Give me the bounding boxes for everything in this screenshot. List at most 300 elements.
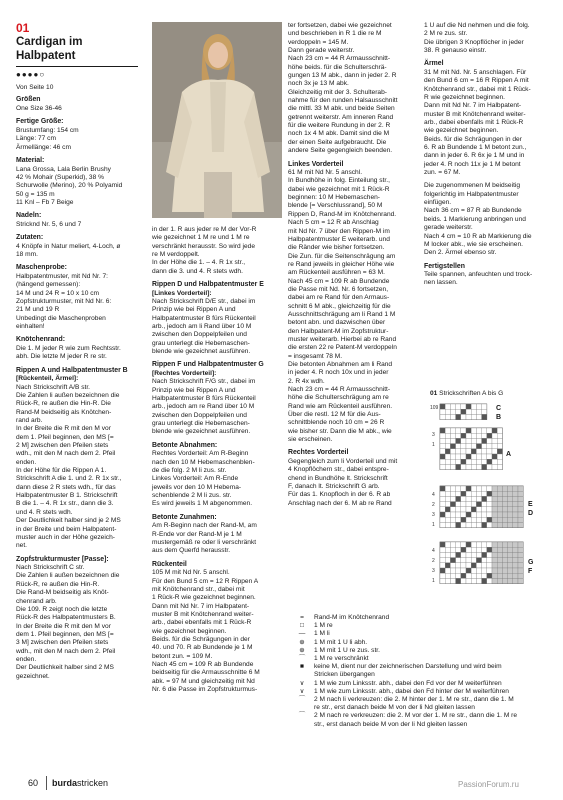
chart-de-grid-cell [461, 491, 466, 496]
legend-symbol-icon: ⊕ [299, 646, 305, 654]
legend-symbol-icon: ⊕ [299, 638, 305, 646]
chart-fg-grid-cell [456, 552, 461, 557]
chart-de-grid-cell [487, 517, 492, 522]
chart-fg-grid-cell [482, 542, 487, 547]
legend-row [290, 688, 554, 696]
legend-text: 2 M nach li verkreuzen: die 2. M hinter der 1. M re str., dann die 1. M [314, 696, 514, 704]
text-line: rand arb. [16, 417, 43, 425]
text-line: 1 U auf die Nd nehmen und die folg. [424, 22, 530, 29]
legend-row [290, 622, 554, 630]
chart-de-grid-cell [487, 512, 492, 517]
text-line: In der Breite die R mit den M vor [16, 622, 111, 630]
text-line: gezeichnet. [16, 672, 50, 680]
chart-c-grid-cell [476, 404, 481, 409]
text-line: Nach Strickschrift F/G str., dabei im [152, 378, 256, 386]
chart-fg-grid-cell [508, 542, 513, 547]
text-line: Rand wie am Rückenteil ausführen. [288, 402, 393, 410]
chart-fg-grid-cell [456, 542, 461, 547]
text-line: 40. und 70. R ab Bundende je 1 M [152, 644, 253, 652]
chart-de-grid-cell [492, 522, 497, 527]
chart-ab-grid-cell [445, 464, 450, 469]
chart-de-grid-cell [508, 512, 513, 517]
chart-fg-grid-cell [456, 547, 461, 552]
text-line: Der Deutlichkeit halber sind 2 MS [16, 664, 114, 672]
text-line: schenblende 2 M li zus. str. [152, 492, 232, 500]
chart-de-grid-cell [497, 486, 502, 491]
chart-fg-grid-cell [450, 552, 455, 557]
column-2 [152, 226, 282, 694]
legend-symbol-icon: ⌒ [298, 696, 306, 704]
footer-divider [46, 776, 47, 790]
chart-ab-grid-cell [466, 464, 471, 469]
text-line: 42 % Mohair (Superkid), 38 % [16, 173, 104, 181]
chart-ab-grid-cell [471, 454, 476, 459]
chart-ab-grid-cell [440, 433, 445, 438]
text-line: arb., jedoch am li Rand über 10 M [152, 323, 252, 331]
chart-fg-grid-cell [497, 563, 502, 568]
text-line: One Size 36-46 [16, 104, 62, 112]
chart-fg-grid-cell [440, 563, 445, 568]
chart-c-grid-cell [440, 414, 445, 419]
chart-fg-grid-cell [440, 558, 445, 563]
chart-c-grid-cell [471, 404, 476, 409]
chart-de-grid-cell [450, 502, 455, 507]
text-line: Rechtes Vorderteil: Am R-Beginn [152, 450, 249, 458]
photo-illustration [152, 22, 282, 218]
chart-de-grid-cell [513, 496, 518, 501]
chart-ab-grid-cell [492, 454, 497, 459]
text-line: wdh., mit den M nach dem 2. Pfeil [16, 647, 116, 655]
chart-fg-grid-cell [461, 578, 466, 583]
chart-de-grid-cell [471, 507, 476, 512]
text-line: grau unterlegt die Hebemaschen- [152, 420, 250, 428]
text-line: Beids. für die Schrägungen in der [152, 636, 250, 644]
chart-de-grid-cell [492, 507, 497, 512]
chart-de-grid-cell [461, 486, 466, 491]
text-line: einhalten! [16, 323, 45, 331]
chart-ab-grid-cell [450, 438, 455, 443]
legend-text: 1 M wie zum Linksstr. abh., dabei den Fd hinter der M weiterführen [314, 687, 509, 695]
text-line: 38. R genauso einstr. [424, 47, 487, 55]
text-line: 2. R 4x wdh. [288, 377, 325, 385]
chart-de-grid-cell [450, 512, 455, 517]
section-heading: Maschenprobe: [16, 264, 67, 272]
chart-ab-grid-cell [492, 433, 497, 438]
chart-ab-grid-cell [450, 428, 455, 433]
chart-de-grid-cell [445, 496, 450, 501]
legend-symbol-icon: ⌒ [298, 712, 306, 720]
chart-de-grid-cell [440, 496, 445, 501]
chart-fg-grid-cell [492, 542, 497, 547]
text-line: in der 1. R aus jeder re M der Vor-R [152, 226, 257, 233]
chart-fg-grid-cell [466, 568, 471, 573]
chart-fg-grid-cell [450, 568, 455, 573]
text-line: Nach Strickschrift D/E str., dabei im [152, 298, 256, 305]
text-line: Nach Strickschrift A/B str. [16, 383, 91, 391]
text-line: net. [16, 542, 27, 550]
chart-de-grid-cell [518, 491, 523, 496]
chart-ab-grid-cell [492, 464, 497, 469]
text-line: die Ränder wie bisher fortsetzen. [288, 244, 385, 252]
chart-ab-grid-cell [476, 459, 481, 464]
chart-ab-grid-cell [487, 433, 492, 438]
chart-de-grid-cell [456, 512, 461, 517]
text-line: dabei am re Rand für den Armaus- [288, 294, 390, 302]
chart-ab-grid-cell [466, 428, 471, 433]
chart-fg-grid-cell [440, 568, 445, 573]
chart-fg-grid-cell [497, 573, 502, 578]
chart-ab-grid-cell [497, 449, 502, 454]
text-line: Für den Bund 5 cm = 12 R Rippen A [152, 577, 259, 585]
text-line: arb., dabei ebenfalls mit 1 Rück-R [152, 619, 252, 627]
chart-fg-grid-cell [466, 542, 471, 547]
chart-de-grid-cell [492, 502, 497, 507]
legend-text: str., erst danach beide M von der li Nd gleiten lassen [314, 720, 468, 728]
text-line: Linkes Vorderteil: Am R-Ende [152, 475, 239, 483]
legend-text: 1 M re [314, 622, 333, 630]
chart-ab-grid-cell [440, 449, 445, 454]
text-line: ter fortsetzen, dabei wie gezeichnet [288, 22, 392, 29]
text-line: die Passe mit Nd. Nr. 6 fortsetzen, [288, 285, 389, 293]
text-line: die ersten 22 re Patent-M verdoppeln [288, 344, 397, 352]
chart-fg-grid-cell [513, 542, 518, 547]
chart-de-grid-cell [502, 486, 507, 491]
chart-c-grid-cell [482, 404, 487, 409]
legend-symbol-icon: ∨ [299, 687, 305, 695]
chart-de-grid-cell [476, 496, 481, 501]
chart-fg-grid-cell [513, 547, 518, 552]
chart-ab-grid-cell [466, 433, 471, 438]
chart-de-grid-cell [492, 517, 497, 522]
chart-fg-grid-cell [471, 558, 476, 563]
chart-de-grid-cell [471, 486, 476, 491]
chart-de-grid-cell [518, 496, 523, 501]
text-line: 4 Knopflöchern str., dabei entspre- [288, 466, 389, 474]
legend-text: re str., erst danach beide M von der li Nd gleiten lassen [314, 704, 475, 712]
chart-ab-grid-cell [476, 433, 481, 438]
chart-de-grid-cell [518, 517, 523, 522]
chart-de-grid-cell [461, 517, 466, 522]
text-line: dann diese 2 R stets wdh., für das [16, 483, 116, 491]
chart-ab-grid-cell [471, 449, 476, 454]
chart-de-grid-cell [445, 486, 450, 491]
text-line: Den 2. Ärmel ebenso str. [424, 249, 497, 257]
chart-ab-grid-cell [440, 454, 445, 459]
text-line: F, danach lt. Strickschrift G arb. [288, 483, 380, 491]
legend-row [290, 696, 554, 704]
text-line: wdh., mit den M nach dem 2. Pfeil [16, 450, 116, 458]
chart-ab-grid-cell [476, 464, 481, 469]
chart-c-grid-cell [450, 414, 455, 419]
page-number: 60 [28, 778, 39, 788]
chart-de-grid-cell [466, 496, 471, 501]
legend-text: 1 M re verschränkt [314, 655, 369, 663]
chart-fg-grid-cell [482, 563, 487, 568]
chart-ab-grid-cell [456, 449, 461, 454]
chart-c-grid-cell [466, 414, 471, 419]
section-heading: Rückenteil [152, 560, 187, 568]
chart-fg-grid-cell [508, 563, 513, 568]
text-line: Der Deutlichkeit halber sind je 2 MS [16, 517, 121, 525]
chart-fg-grid-cell [502, 578, 507, 583]
chart-de-grid-cell [466, 502, 471, 507]
chart-ab-grid-cell [440, 459, 445, 464]
chart-de-grid-cell [476, 517, 481, 522]
chart-fg-grid-cell [492, 573, 497, 578]
chart-fg-grid-cell [492, 552, 497, 557]
text-line: Rippen D, Rand-M im Knötchenrand. [288, 210, 397, 218]
chart-fg-grid-cell [518, 552, 523, 557]
chart-de-grid-cell [456, 502, 461, 507]
text-line: schnitt 6 M abk., gleichzeitig für die [288, 302, 391, 310]
column-1 [16, 22, 138, 681]
chart-fg-grid-cell [461, 558, 466, 563]
chart-ab-grid-cell [487, 449, 492, 454]
text-line: verschränkt herausstr. So wird jede [152, 242, 255, 250]
chart-fg-grid-cell [487, 563, 492, 568]
chart-fg-grid-cell [456, 558, 461, 563]
chart-de-grid-cell [513, 486, 518, 491]
text-line: mustergemäß re oder li verschränkt [152, 539, 257, 547]
chart-fg-grid-cell [476, 552, 481, 557]
text-line: 3 M] zwischen den Pfeilen stets [16, 639, 109, 647]
chart-fg-grid-cell [440, 542, 445, 547]
model-title-line2: Halbpatent [16, 50, 76, 62]
text-line: Gleichzeitig mit der 3. Schulterab- [288, 88, 387, 96]
chart-c-grid-cell [440, 409, 445, 414]
chart-fg-grid-cell [471, 547, 476, 552]
chart-de-grid-cell [471, 496, 476, 501]
chart-label-c: C [496, 405, 502, 412]
text-line: wie gezeichnet beginnen. [424, 127, 499, 135]
chart-ab-grid-cell [440, 438, 445, 443]
chart-ab-grid-cell [456, 464, 461, 469]
text-line: jeder 4. R noch 11x je 1 M betont [424, 160, 521, 168]
chart-ab-grid-cell [497, 459, 502, 464]
chart-de-grid-cell [456, 496, 461, 501]
chart-de-grid-cell [440, 502, 445, 507]
text-line: den Halbpatent-M im Zopfstruktur- [288, 327, 389, 335]
chart-ab-grid-cell [476, 449, 481, 454]
text-line: grau unterlegt die Hebemaschen- [152, 339, 250, 347]
chart-fg-grid-cell [466, 552, 471, 557]
chart-ab-grid-cell [450, 454, 455, 459]
chart-de-grid-cell [450, 496, 455, 501]
chart-de-grid-cell [445, 491, 450, 496]
legend-row [290, 671, 554, 679]
chart-ab-grid-cell [461, 459, 466, 464]
section-heading: Betonte Zunahmen: [152, 513, 217, 521]
chart-row-number: 2 [432, 502, 435, 508]
chart-de-grid-cell [456, 517, 461, 522]
chart-fg-grid-cell [513, 578, 518, 583]
chart-ab-grid-cell [497, 438, 502, 443]
chart-ab-grid-cell [476, 438, 481, 443]
text-line: Über die restl. 12 M für die Aus- [288, 411, 381, 419]
chart-de-grid-cell [461, 512, 466, 517]
text-line: 11 Knl – Fb 7 Beige [16, 198, 74, 206]
text-line: höhe die Schulterschrägung am re [288, 394, 389, 402]
chart-de-grid-cell [461, 502, 466, 507]
chart-ab-grid-cell [461, 438, 466, 443]
chart-ab-grid-cell [471, 464, 476, 469]
text-line: muster B mit Knötchenrand weiter- [152, 611, 254, 619]
chart-fg-grid-cell [487, 552, 492, 557]
chart-ab-grid-cell [456, 433, 461, 438]
chart-de-grid-cell [492, 491, 497, 496]
text-line: Nr. 6 die Passe im Zopfstrukturmus- [152, 686, 258, 694]
chart-fg-grid-cell [471, 563, 476, 568]
chart-de-grid-cell [466, 512, 471, 517]
chart-de-grid-cell [513, 512, 518, 517]
chart-de-grid-cell [502, 517, 507, 522]
chart-ab-grid-cell [471, 438, 476, 443]
legend-row [290, 663, 554, 671]
text-line: In der Höhe die 1. – 4. R 1x str., [152, 259, 246, 267]
text-line: 18 mm. [16, 251, 38, 259]
chart-ab-grid-cell [466, 459, 471, 464]
text-line: Ärmellänge: 46 cm [16, 143, 71, 151]
knitting-charts [430, 400, 550, 590]
chart-fg-grid-cell [450, 542, 455, 547]
text-line: wie gezeichnet 1 M re und 1 M re [152, 234, 250, 242]
text-line: chenrand arb. [16, 597, 57, 605]
chart-fg-grid-cell [461, 563, 466, 568]
section-heading: Größen [16, 96, 41, 104]
chart-fg-grid-cell [518, 542, 523, 547]
chart-ab-grid-cell [445, 428, 450, 433]
chart-fg-grid-cell [502, 558, 507, 563]
chart-fg-grid-cell [513, 563, 518, 568]
text-line: Beids. für die Schrägungen in der [424, 135, 522, 143]
text-line: Die Zun. für die Seitenschrägung am [288, 252, 396, 260]
chart-de-grid-cell [492, 496, 497, 501]
legend-text: keine M, dient nur der zeichnerischen Darstellung und wird beim [314, 663, 502, 671]
text-line: blende wie gezeichnet ausführen. [152, 348, 251, 356]
text-line: Knötchenrand str., dabei mit 1 Rück- [424, 85, 531, 93]
chart-de-grid-cell [440, 517, 445, 522]
chart-fg-grid-cell [482, 578, 487, 583]
chart-ab-grid-cell [466, 444, 471, 449]
chart-de-grid-cell [466, 522, 471, 527]
chart-fg-grid-cell [518, 558, 523, 563]
chart-fg-grid-cell [466, 547, 471, 552]
legend-symbol-icon: ∨ [299, 679, 305, 687]
chart-fg-grid-cell [492, 568, 497, 573]
chart-ab-grid-cell [487, 464, 492, 469]
text-line: Nach 45 cm = 109 R ab Bundende [288, 277, 390, 285]
text-line: beids. 1 Markierung anbringen und [424, 215, 526, 223]
chart-de-grid-cell [492, 486, 497, 491]
chart-fg-grid-cell [497, 552, 502, 557]
chart-c-grid-cell [450, 404, 455, 409]
chart-row-number: 3 [432, 512, 435, 518]
text-line: blende [= Verschlussrand], 50 M [288, 202, 383, 210]
text-line: Stricknd Nr. 5, 6 und 7 [16, 220, 82, 228]
chart-ab-grid-cell [497, 454, 502, 459]
text-line: Die zugenommenen M beidseitig [424, 182, 521, 190]
chart-de-grid-cell [476, 502, 481, 507]
chart-fg-grid-cell [471, 578, 476, 583]
text-line: dann die 3. und 4. R stets wdh. [152, 267, 243, 275]
chart-fg-grid-cell [450, 563, 455, 568]
text-line: mit Nd Nr. 7 über den Rippen-M im [288, 227, 390, 235]
chart-ab-grid-cell [482, 438, 487, 443]
chart-de-grid-cell [497, 517, 502, 522]
chart-de-grid-cell [482, 522, 487, 527]
chart-fg-grid-cell [476, 573, 481, 578]
chart-de-grid-cell [518, 486, 523, 491]
section-heading: Rechtes Vorderteil [288, 449, 349, 457]
chart-fg-grid-cell [487, 542, 492, 547]
chart-de-grid-cell [513, 517, 518, 522]
legend-symbol-icon: □ [300, 622, 304, 630]
text-line: betont zun. = 109 M. [152, 652, 213, 660]
chart-ab-grid-cell [445, 459, 450, 464]
text-line: nen lassen. [424, 279, 458, 287]
chart-c-grid-cell [471, 414, 476, 419]
chart-ab-grid-cell [450, 464, 455, 469]
chart-fg-grid-cell [508, 568, 513, 573]
chart-de-grid-cell [497, 507, 502, 512]
chart-de-grid-cell [482, 502, 487, 507]
text-line: 2 M] zwischen den Pfeilen stets [16, 442, 109, 450]
text-line: 14 M und 24 R = 10 x 10 cm [16, 289, 100, 297]
legend-text: 2 M nach re verkreuzen: die 2. M vor der 1. M re str., dann die 1. M re [314, 712, 518, 720]
chart-fg-grid-cell [476, 547, 481, 552]
chart-fg-grid-cell [502, 547, 507, 552]
text-line: Am R-Beginn nach der Rand-M, am [152, 522, 257, 530]
chart-ab-grid-cell [482, 428, 487, 433]
chart-ab-grid-cell [482, 464, 487, 469]
chart-c-grid-cell [445, 414, 450, 419]
text-line: Die betonten Abnahmen am li Rand [288, 361, 393, 368]
text-line: sie erscheinen. [288, 436, 333, 444]
chart-de-grid-cell [502, 496, 507, 501]
text-line: wie bisher str. Dann die M abk., wie [288, 427, 392, 435]
chart-de-grid-cell [440, 522, 445, 527]
chart-fg-grid-cell [450, 558, 455, 563]
chart-fg-grid-cell [466, 563, 471, 568]
chart-ab-grid-cell [450, 449, 455, 454]
chart-fg-grid-cell [482, 558, 487, 563]
chart-de-grid-cell [487, 496, 492, 501]
chart-fg-grid-cell [497, 578, 502, 583]
chart-de-grid-cell [450, 507, 455, 512]
chart-de-grid-cell [508, 522, 513, 527]
text-line: dem 1. Pfeil beginnen, den MS [= [16, 433, 114, 441]
section-heading: Rippen A und Halbpatentmuster B [16, 366, 128, 374]
section-heading: Zopfstrukturmuster [Passe]: [16, 555, 109, 563]
chart-row-number: 1 [432, 442, 435, 448]
text-line: 1 Rück-R wie gezeichnet beginnen. [152, 594, 256, 602]
chart-fg-grid-cell [492, 578, 497, 583]
chart-row-number: 1 [432, 522, 435, 528]
chart-ab-grid-cell [440, 444, 445, 449]
text-line: Zopfstrukturmuster, mit Nd Nr. 6: [16, 298, 112, 306]
chart-ab-grid-cell [476, 428, 481, 433]
chart-de-grid-cell [497, 496, 502, 501]
text-line: Teile spannen, anfeuchten und trock- [424, 271, 533, 279]
chart-ab-grid-cell [456, 428, 461, 433]
chart-fg-grid-cell [471, 542, 476, 547]
chart-row-number: 109 [430, 405, 439, 411]
chart-de-grid-cell [513, 502, 518, 507]
text-line: Strickschrift A die 1. und 2. R 1x str., [16, 475, 122, 483]
text-line: Nach 5 cm = 12 R ab Anschlag [288, 219, 379, 227]
chart-de-grid-cell [508, 507, 513, 512]
text-line: der einen Seite aufgebraucht. Die [288, 138, 387, 146]
